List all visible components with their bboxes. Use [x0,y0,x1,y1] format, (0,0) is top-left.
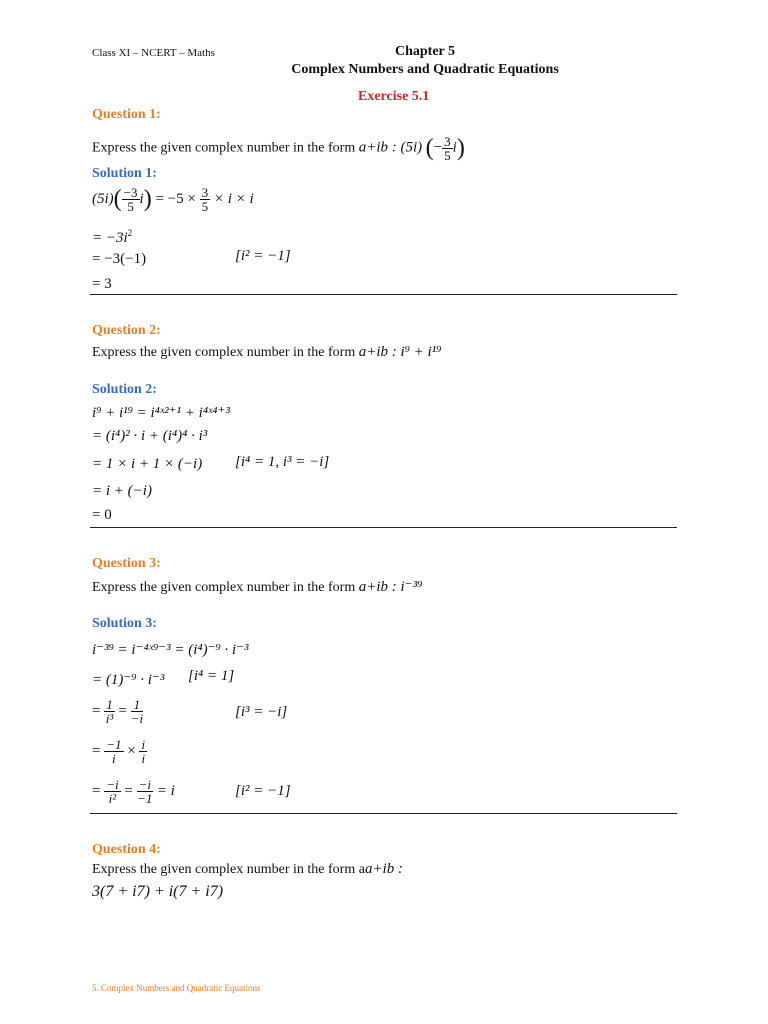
equals: = [124,782,133,799]
question-3-text [92,577,422,596]
fraction-numerator: −i [138,777,151,792]
exercise-heading: Exercise 5.1 [358,89,430,104]
fraction-denominator: i [141,751,146,766]
question-4-expr: a+ib : [364,861,403,877]
chapter-title: Complex Numbers and Quadratic Equations [291,62,559,77]
paren-open: ( [425,135,434,161]
footer-chapter-label: 5. Complex Numbers and Quadratic Equations [92,983,261,993]
solution-3-note-1: [i⁴ = 1] [188,668,235,684]
solution-1-fraction-2 [200,186,211,213]
solution-2-line-1: i⁹ + i¹⁹ = i⁴ˣ²⁺¹ + i⁴ˣ⁴⁺³ [92,405,230,421]
solution-2-line-5: = 0 [92,507,112,523]
fraction-denominator: i [112,751,116,766]
fraction-denominator: 5 [444,148,451,163]
equals: = [92,782,101,799]
solution-1-line-1 [92,186,254,213]
times-sign: × [127,742,136,759]
question-2-text [92,344,441,361]
chapter-number: Chapter 5 [394,44,456,59]
fraction-numerator: 3 [444,134,451,149]
fraction-denominator: 5 [201,199,209,214]
solution-2-line-4: = i + (−i) [92,483,152,499]
question-2-expr: a+ib : i⁹ + i¹⁹ [358,344,442,360]
solution-3-line-2: = (1)⁻⁹ · i⁻³ [92,672,165,688]
solution-1-i: i [139,190,144,207]
divider [90,294,677,295]
solution-3-line-1: i⁻³⁹ = i⁻⁴ˣ⁹⁻³ = (i⁴)⁻⁹ · i⁻³ [92,642,249,658]
solution-1-line-2-text: = −3i [92,230,128,246]
solution-1-tail: × i × i [213,190,254,207]
divider [90,527,677,528]
fraction-denominator: −1 [137,791,153,806]
equals: = [92,742,101,759]
fraction-denominator: i² [108,791,117,806]
fraction-numerator: i [141,737,146,752]
solution-3-fraction-2 [131,698,143,725]
solution-1-line-3: = −3(−1) [92,251,147,267]
question-3-prompt: Express the given complex number in the form [92,580,356,595]
paren-close: ) [456,135,465,161]
solution-1-fraction-1 [122,186,140,213]
fraction-denominator: −i [130,711,144,726]
question-1-label: Question 1: [92,107,161,122]
question-4-label: Question 4: [92,842,161,857]
neg-sign: − [433,139,443,156]
solution-1-equals: = −5 × [155,190,196,207]
solution-3-fraction-4 [139,738,147,765]
fraction-numerator: −i [106,777,119,792]
fraction-numerator: 1 [131,698,143,712]
equals: = [92,702,101,719]
solution-2-label: Solution 2: [92,382,157,397]
equals: = [118,702,127,719]
solution-3-line-3 [92,698,143,725]
solution-3-label: Solution 3: [92,616,157,631]
question-4-expression: 3(7 + i7) + i(7 + i7) [92,883,224,900]
fraction-numerator: −3 [123,185,138,200]
divider [90,813,677,814]
question-2-label: Question 2: [92,323,161,338]
fraction-denominator: 5 [127,199,134,214]
header-class-label: Class XI – NCERT – Maths [92,47,215,59]
question-1-expr-lead: a+ib : (5i) [358,139,423,156]
solution-2-note: [i⁴ = 1, i³ = −i] [235,454,330,470]
paren-close: ) [143,186,152,212]
solution-3-line-5 [92,778,175,805]
question-4-prompt: Express the given complex number in the form a [92,862,365,877]
question-3-label: Question 3: [92,556,161,571]
question-1-expr-tail: i [452,139,457,156]
solution-3-note-3: [i² = −1] [235,783,291,799]
solution-2-line-2: = (i⁴)² · i + (i⁴)⁴ · i³ [92,428,208,444]
fraction-denominator: i³ [105,711,114,726]
solution-1-label: Solution 1: [92,166,157,181]
solution-1-line-2 [92,228,132,247]
superscript: 2 [127,228,133,238]
question-3-expr: a+ib : i⁻³⁹ [358,579,423,595]
solution-3-fraction-6 [137,778,153,805]
solution-3-fraction-1 [104,698,115,725]
question-2-prompt: Express the given complex number in the form [92,345,356,360]
question-4-text [92,861,403,878]
fraction-numerator: 3 [201,185,209,200]
solution-2-line-3: = 1 × i + 1 × (−i) [92,456,203,472]
solution-3-line-4 [92,738,147,765]
question-1-prompt: Express the given complex number in the form [92,140,356,156]
question-1-text [92,135,465,162]
solution-3-note-2: [i³ = −i] [235,704,288,720]
fraction-numerator: −1 [106,737,122,752]
solution-3-fraction-5 [104,778,120,805]
paren-open: ( [113,186,122,212]
solution-1-term: (5i) [92,190,114,207]
question-1-fraction [442,135,453,162]
solution-3-fraction-3 [104,738,123,765]
solution-1-line-4: = 3 [92,276,112,292]
solution-3-result: = i [156,782,175,799]
fraction-numerator: 1 [106,697,113,712]
solution-1-note: [i² = −1] [235,248,291,264]
